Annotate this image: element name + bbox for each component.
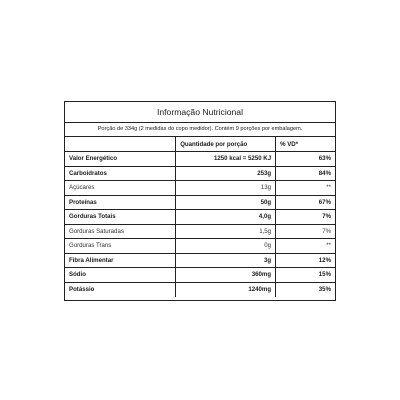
nutrient-quantity: 4,0g — [176, 210, 276, 225]
nutrient-quantity: 13g — [176, 181, 276, 196]
nutrient-name: Gorduras Totais — [65, 210, 176, 225]
nutrition-facts-panel — [64, 101, 336, 301]
portion-description: Porção de 334g (2 medidas do copo medidor). Contém 9 porções por embalagem. — [65, 123, 335, 137]
header-quantity: Quantidade por porção — [176, 137, 276, 152]
nutrition-table — [65, 137, 335, 297]
nutrient-name: Sódio — [65, 268, 176, 283]
nutrient-quantity: 3g — [176, 253, 276, 268]
table-row — [65, 181, 335, 196]
table-row — [65, 239, 335, 254]
table-row — [65, 210, 335, 225]
header-nutrient — [65, 137, 176, 152]
nutrient-daily-value: 7% — [276, 224, 335, 239]
table-row — [65, 268, 335, 283]
nutrient-quantity: 253g — [176, 166, 276, 181]
table-row — [65, 224, 335, 239]
table-row — [65, 282, 335, 297]
nutrient-daily-value: 12% — [276, 253, 335, 268]
nutrient-daily-value: 67% — [276, 195, 335, 210]
nutrient-quantity: 360mg — [176, 268, 276, 283]
nutrient-name: Gorduras Saturadas — [65, 224, 176, 239]
nutrient-quantity: 50g — [176, 195, 276, 210]
nutrient-name: Potássio — [65, 282, 176, 297]
nutrient-daily-value: 84% — [276, 166, 335, 181]
nutrient-daily-value: 7% — [276, 210, 335, 225]
nutrient-name: Gorduras Trans — [65, 239, 176, 254]
nutrient-quantity: 1250 kcal = 5250 KJ — [176, 152, 276, 167]
nutrient-name: Fibra Alimentar — [65, 253, 176, 268]
nutrient-name: Açúcares — [65, 181, 176, 196]
nutrient-quantity: 1240mg — [176, 282, 276, 297]
nutrient-daily-value: 63% — [276, 152, 335, 167]
nutrient-daily-value: ** — [276, 239, 335, 254]
table-row — [65, 152, 335, 167]
nutrient-name: Carboidratos — [65, 166, 176, 181]
nutrient-daily-value: 35% — [318, 286, 331, 293]
table-header-row — [65, 137, 335, 152]
nutrient-name: Proteínas — [65, 195, 176, 210]
nutrient-quantity: 1,5g — [176, 224, 276, 239]
table-row — [65, 166, 335, 181]
header-daily-value: % VD* — [276, 137, 335, 152]
nutrient-name: Valor Energético — [65, 152, 176, 167]
nutrient-daily-value: 15% — [276, 268, 335, 283]
nutrient-daily-value: ** — [276, 181, 335, 196]
nutrient-quantity: 0g — [176, 239, 276, 254]
table-row — [65, 195, 335, 210]
table-row — [65, 253, 335, 268]
nutrition-title: Informação Nutricional — [65, 102, 335, 123]
